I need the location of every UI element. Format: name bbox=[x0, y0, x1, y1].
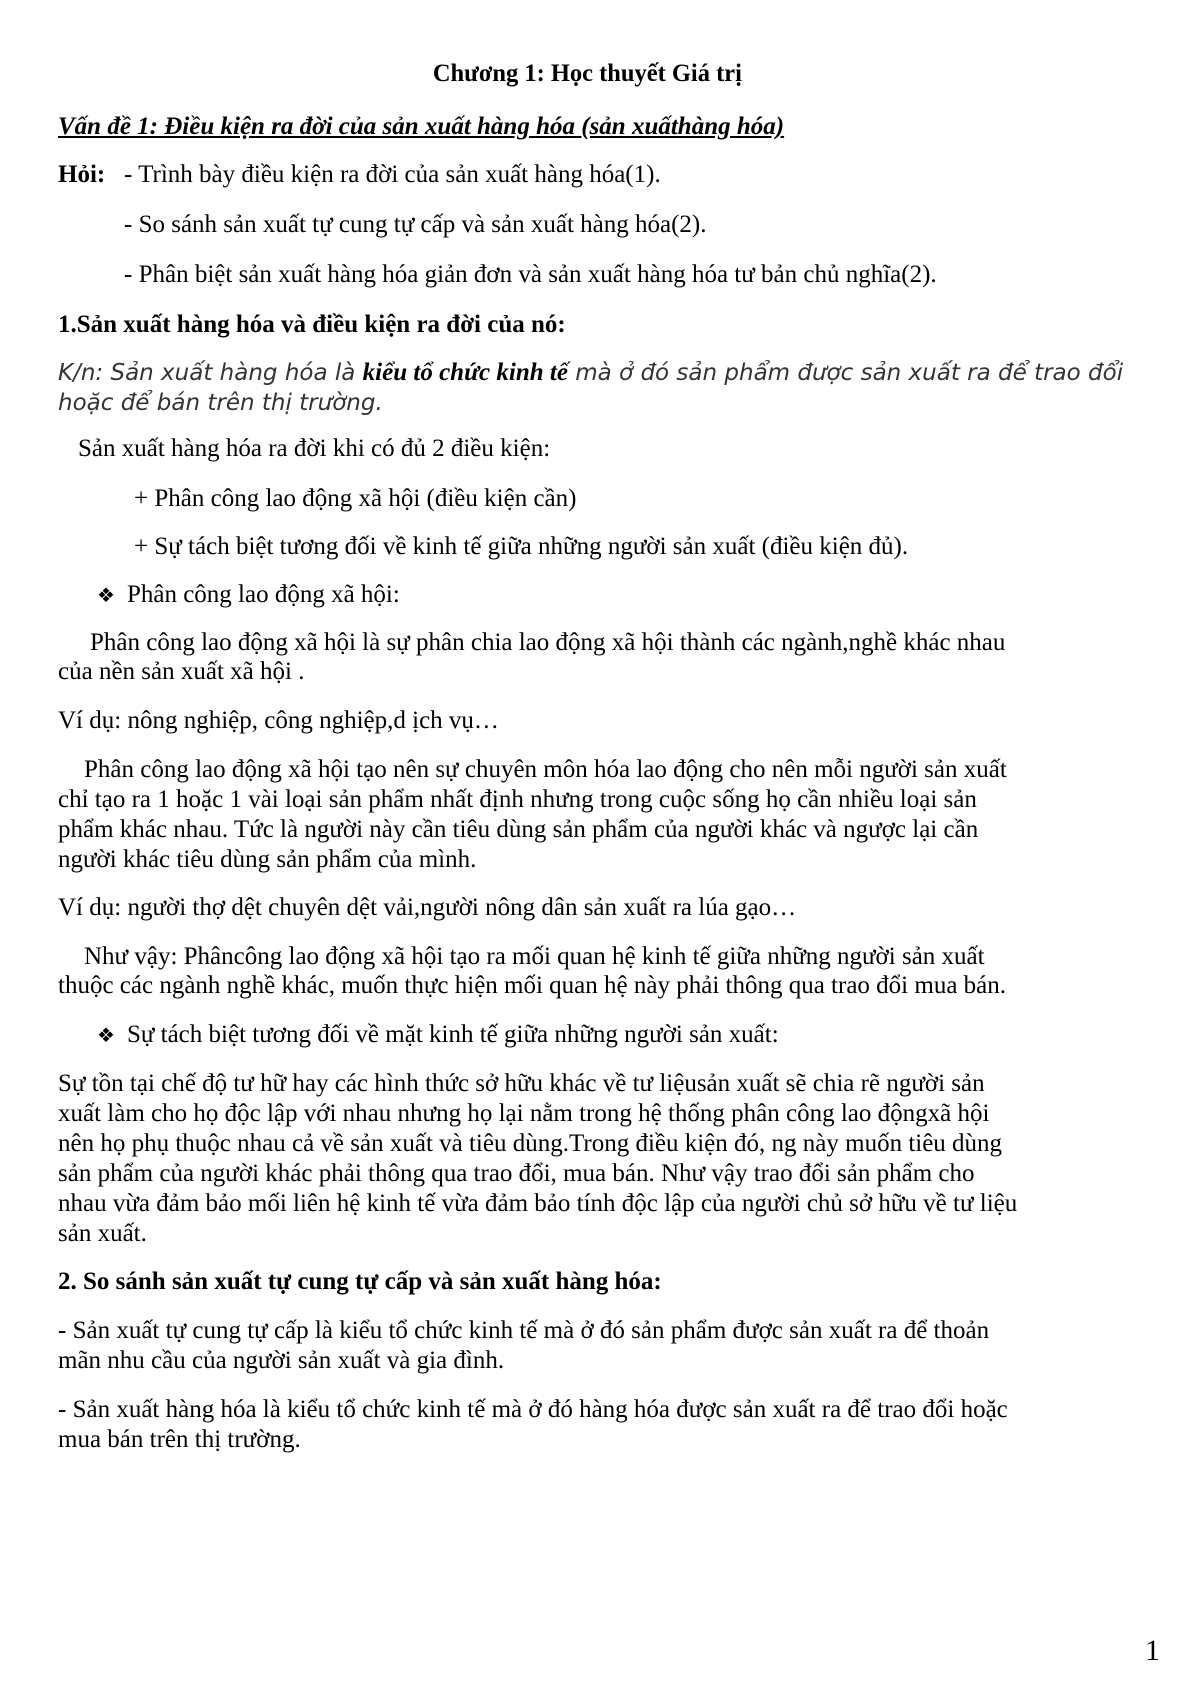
example-1: Ví dụ: nông nghiệp, công nghiệp,d ịch vụ… bbox=[58, 707, 499, 734]
bullet-1-title: Phân công lao động xã hội: bbox=[126, 581, 400, 608]
bullet-item-2 bbox=[97, 1020, 779, 1050]
condition-2: + Sự tách biệt tương đối về kinh tế giữa những người sản xuất (điều kiện đủ). bbox=[134, 533, 909, 560]
paragraph-1-line-1: Phân công lao động xã hội là sự phân chia lao động xã hội thành các ngành,nghề khác nhau bbox=[90, 629, 1006, 656]
diamond-bullet-icon: ❖ bbox=[97, 1023, 115, 1047]
paragraph-2-line-2: chỉ tạo ra 1 hoặc 1 vài loại sản phẩm nhất định nhưng trong cuộc sống họ cần nhiều loại sản bbox=[58, 786, 977, 813]
page-title: Chương 1: Học thuyết Giá trị bbox=[432, 60, 742, 87]
comparison-a-line-1: - Sản xuất tự cung tự cấp là kiểu tổ chức kinh tế mà ở đó sản phẩm được sản xuất ra để thoản bbox=[58, 1317, 990, 1344]
question-2: - So sánh sản xuất tự cung tự cấp và sản xuất hàng hóa(2). bbox=[124, 211, 707, 238]
conditions-intro: Sản xuất hàng hóa ra đời khi có đủ 2 điều kiện: bbox=[78, 435, 551, 462]
section-2-heading: 2. So sánh sản xuất tự cung tự cấp và sản xuất hàng hóa: bbox=[58, 1268, 662, 1295]
diamond-bullet-icon: ❖ bbox=[97, 583, 115, 607]
paragraph-4-line-2: xuất làm cho họ độc lập với nhau nhưng họ lại nằm trong hệ thống phân công lao độngxã hội bbox=[58, 1100, 990, 1127]
comparison-b-line-2: mua bán trên thị trường. bbox=[58, 1426, 301, 1453]
paragraph-3-line-2: thuộc các ngành nghề khác, muốn thực hiện mối quan hệ này phải thông qua trao đổi mua bán. bbox=[58, 972, 1007, 999]
definition-text-b: mà ở đó sản phẩm được sản xuất ra để trao đổi bbox=[567, 360, 1124, 386]
paragraph-1-line-2: của nền sản xuất xã hội . bbox=[58, 658, 305, 685]
question-3: - Phân biệt sản xuất hàng hóa giản đơn và sản xuất hàng hóa tư bản chủ nghĩa(2). bbox=[124, 261, 937, 288]
paragraph-2-line-4: người khác tiêu dùng sản phẩm của mình. bbox=[58, 846, 477, 873]
paragraph-4-line-4: sản phẩm của người khác phải thông qua trao đổi, mua bán. Như vậy trao đổi sản phẩm cho bbox=[58, 1160, 975, 1187]
example-2: Ví dụ: người thợ dệt chuyên dệt vải,người nông dân sản xuất ra lúa gạo… bbox=[58, 894, 797, 921]
question-1: - Trình bày điều kiện ra đời của sản xuất hàng hóa(1). bbox=[124, 161, 661, 188]
paragraph-2-line-1: Phân công lao động xã hội tạo nên sự chuyên môn hóa lao động cho nên mỗi người sản xuất bbox=[84, 756, 1007, 783]
definition-line-2: hoặc để bán trên thị trường. bbox=[58, 390, 383, 416]
section-subtitle: Vấn đề 1: Điều kiện ra đời của sản xuất hàng hóa (sản xuấthàng hóa) bbox=[58, 113, 785, 140]
bullet-item-1 bbox=[97, 580, 400, 610]
condition-1: + Phân công lao động xã hội (điều kiện cần) bbox=[134, 485, 577, 512]
paragraph-4-line-3: nên họ phụ thuộc nhau cả về sản xuất và tiêu dùng.Trong điều kiện đó, ng này muốn tiêu dùng bbox=[58, 1130, 1003, 1157]
paragraph-4-line-5: nhau vừa đảm bảo mối liên hệ kinh tế vừa đảm bảo tính độc lập của người chủ sở hữu về tư liệu bbox=[58, 1190, 1018, 1217]
page-number: 1 bbox=[1145, 1634, 1160, 1667]
paragraph-4-line-1: Sự tồn tại chế độ tư hữ hay các hình thức sở hữu khác về tư liệusản xuất sẽ chia rẽ người sản bbox=[58, 1070, 985, 1097]
definition-text-a: K/n: Sản xuất hàng hóa là bbox=[58, 360, 363, 386]
definition-bold: kiểu tổ chức kinh tế bbox=[362, 359, 568, 386]
section-1-heading: 1.Sản xuất hàng hóa và điều kiện ra đời của nó: bbox=[58, 311, 566, 338]
paragraph-4-line-6: sản xuất. bbox=[58, 1220, 147, 1247]
comparison-a-line-2: mãn nhu cầu của người sản xuất và gia đình. bbox=[58, 1347, 505, 1374]
paragraph-3-line-1: Như vậy: Phâncông lao động xã hội tạo ra mối quan hệ kinh tế giữa những người sản xuất bbox=[84, 943, 985, 970]
comparison-b-line-1: - Sản xuất hàng hóa là kiểu tổ chức kinh tế mà ở đó hàng hóa được sản xuất ra để trao đổi hoặc bbox=[58, 1396, 1008, 1423]
paragraph-2-line-3: phẩm khác nhau. Tức là người này cần tiêu dùng sản phẩm của người khác và ngược lại cần bbox=[58, 816, 979, 843]
bullet-2-title: Sự tách biệt tương đối về mặt kinh tế giữa những người sản xuất: bbox=[126, 1021, 779, 1048]
question-label: Hỏi: bbox=[58, 161, 106, 188]
definition-line-1 bbox=[58, 358, 1123, 388]
